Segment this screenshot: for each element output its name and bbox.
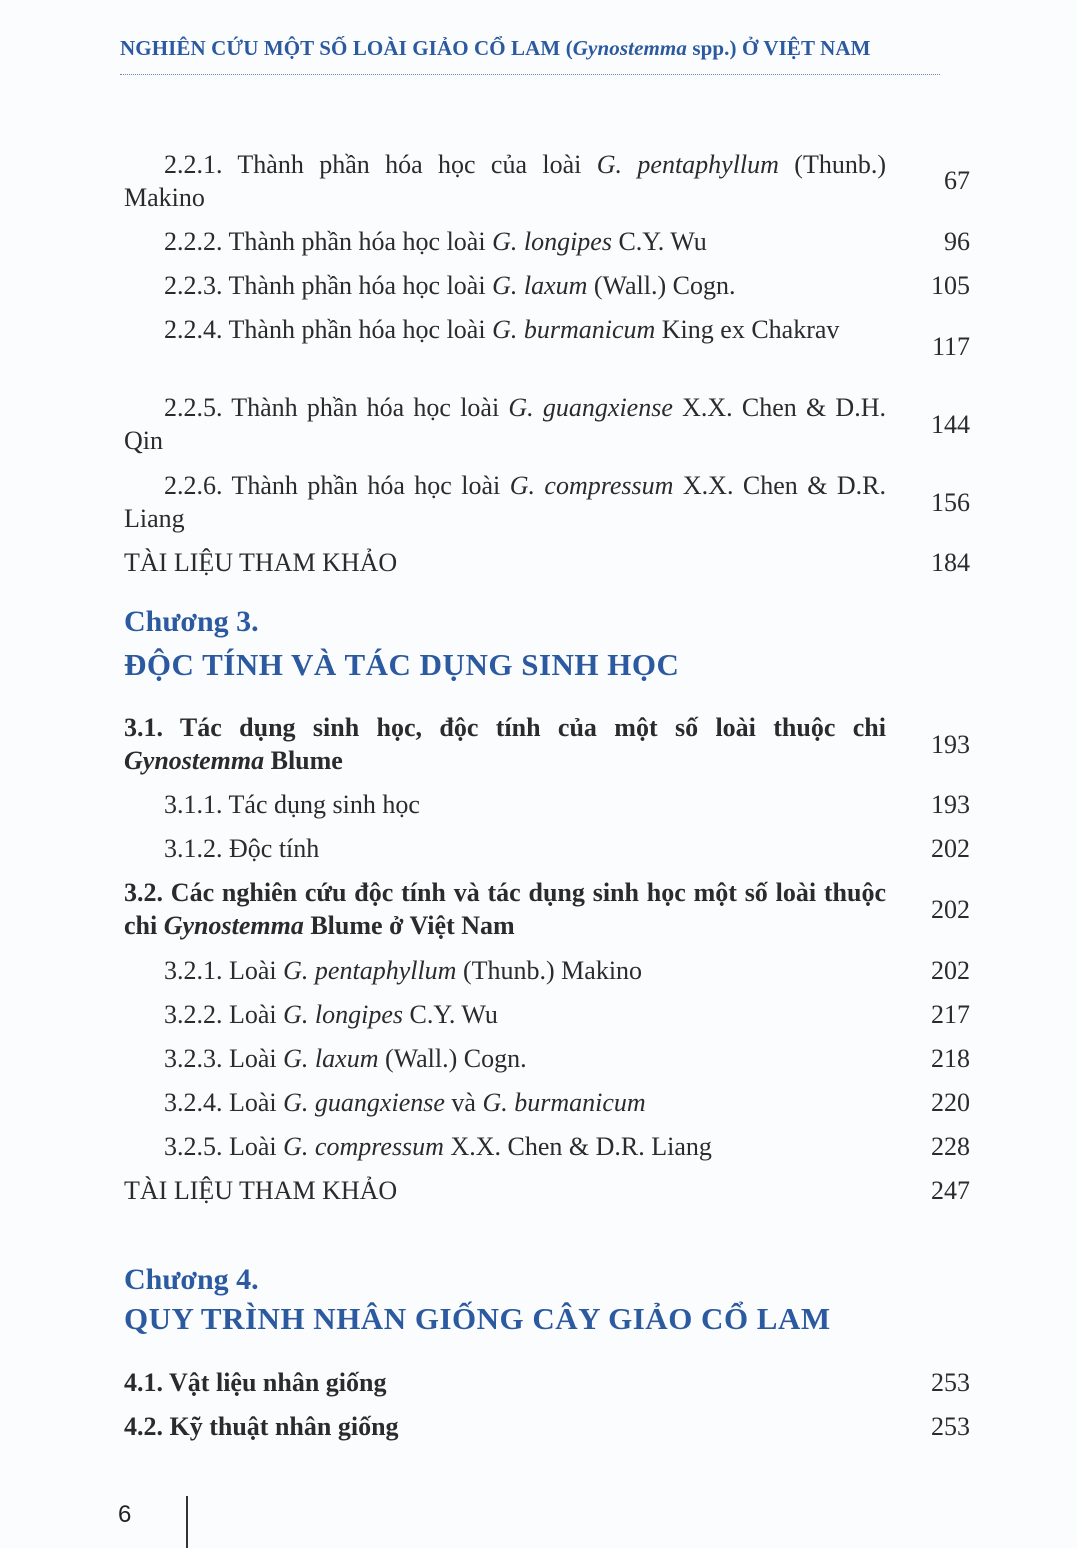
entry-text: X.X. Chen & D.R. Liang (443, 1132, 712, 1161)
toc-entry-2-2-2[interactable] (124, 225, 886, 258)
entry-text: X.X. Chen & D.H. Qin (124, 393, 886, 455)
toc-entry-3-1-1[interactable]: 3.1.1. Tác dụng sinh học (164, 790, 420, 819)
toc-entry-3-2-4[interactable] (124, 1086, 886, 1119)
genus-name: Gynostemma (124, 746, 265, 775)
page-ref-2-2-6: 156 (931, 488, 970, 517)
toc-entry-2-2-6[interactable] (124, 469, 886, 535)
chapter-3-title[interactable]: ĐỘC TÍNH VÀ TÁC DỤNG SINH HỌC (124, 647, 680, 682)
chapter-4-title[interactable]: QUY TRÌNH NHÂN GIỐNG CÂY GIẢO CỔ LAM (124, 1301, 831, 1336)
entry-text: 2.2.3. Thành phần hóa học loài (164, 271, 493, 300)
entry-text: Blume (264, 746, 343, 775)
entry-text: 2.2.5. Thành phần hóa học loài (164, 393, 509, 422)
entry-text: King ex Chakrav (655, 315, 840, 344)
genus-name: Gynostemma (163, 911, 304, 940)
page-ref-2-2-4: 117 (931, 332, 970, 361)
entry-text: C.Y. Wu (611, 227, 707, 256)
toc-entry-references-ch3[interactable]: TÀI LIỆU THAM KHẢO (124, 1176, 398, 1205)
entry-text: và (444, 1088, 483, 1117)
page-ref-references-ch3: 247 (931, 1176, 970, 1205)
toc-section-4-1[interactable]: 4.1. Vật liệu nhân giống (124, 1368, 387, 1397)
page-ref-2-2-1: 67 (944, 166, 970, 195)
entry-text: 2.2.4. Thành phần hóa học loài (164, 315, 493, 344)
page-ref-2-2-5: 144 (931, 410, 970, 439)
page-ref-3-2-1: 202 (931, 956, 970, 985)
toc-entry-3-2-2[interactable] (124, 998, 886, 1031)
page-ref-references-ch2: 184 (931, 548, 970, 577)
footer-divider (186, 1496, 188, 1548)
header-divider (120, 74, 940, 75)
entry-text: (Wall.) Cogn. (587, 271, 736, 300)
species-name: G. laxum (492, 271, 588, 300)
species-name: G. guangxiense (283, 1088, 445, 1117)
entry-text: C.Y. Wu (403, 1000, 498, 1029)
species-name: G. compressum (283, 1132, 444, 1161)
entry-text: 3.2.1. Loài (164, 956, 284, 985)
species-name: G. longipes (492, 227, 612, 256)
page-ref-2-2-3: 105 (931, 271, 970, 300)
toc-section-3-2[interactable] (124, 876, 886, 942)
chapter-4-label: Chương 4. (124, 1263, 259, 1296)
entry-text: 2.2.2. Thành phần hóa học loài (164, 227, 493, 256)
toc-section-3-1[interactable] (124, 711, 886, 777)
species-name: G. burmanicum (492, 315, 656, 344)
species-name: G. pentaphyllum (283, 956, 457, 985)
toc-entry-2-2-4[interactable] (124, 313, 886, 346)
species-name: G. compressum (509, 471, 674, 500)
chapter-3-label: Chương 3. (124, 605, 259, 638)
page-number: 6 (118, 1501, 132, 1528)
species-name: G. longipes (283, 1000, 404, 1029)
species-name: G. guangxiense (508, 393, 673, 422)
header-title-genus: Gynostemma (572, 36, 687, 60)
entry-text: 3.2.5. Loài (164, 1132, 284, 1161)
running-header (120, 36, 940, 61)
toc-entry-2-2-1[interactable] (124, 148, 886, 214)
toc-entry-references-ch2[interactable]: TÀI LIỆU THAM KHẢO (124, 548, 398, 577)
toc-section-4-2[interactable]: 4.2. Kỹ thuật nhân giống (124, 1412, 399, 1441)
page-ref-4-1: 253 (931, 1368, 970, 1397)
entry-text: X.X. Chen & D.R. Liang (124, 471, 886, 533)
entry-text: 3.1. Tác dụng sinh học, độc tính của một số loài thuộc chi (124, 713, 886, 742)
header-title-post: spp.) Ở VIỆT NAM (686, 36, 871, 60)
page-ref-3-2-3: 218 (931, 1044, 970, 1073)
page-ref-3-1-2: 202 (931, 834, 970, 863)
toc-entry-3-1-2[interactable]: 3.1.2. Độc tính (164, 834, 320, 863)
species-name: G. laxum (283, 1044, 379, 1073)
toc-entry-3-2-1[interactable] (124, 954, 886, 987)
entry-text: (Thunb.) Makino (456, 956, 643, 985)
page-ref-3-1: 193 (931, 730, 970, 759)
toc-entry-3-2-5[interactable] (124, 1130, 886, 1163)
entry-text: (Wall.) Cogn. (378, 1044, 527, 1073)
page-ref-3-2-5: 228 (931, 1132, 970, 1161)
entry-text: (Thunb.) Makino (124, 150, 887, 212)
entry-text: 2.2.6. Thành phần hóa học loài (164, 471, 510, 500)
page-ref-2-2-2: 96 (944, 227, 970, 256)
entry-text: 3.2.4. Loài (164, 1088, 284, 1117)
page-ref-3-2-2: 217 (931, 1000, 970, 1029)
toc-entry-2-2-5[interactable] (124, 391, 886, 457)
species-name: G. burmanicum (482, 1088, 646, 1117)
page-ref-3-2-4: 220 (931, 1088, 970, 1117)
entry-text: 2.2.1. Thành phần hóa học của loài (164, 150, 597, 179)
page-ref-3-2: 202 (931, 895, 970, 924)
page-ref-4-2: 253 (931, 1412, 970, 1441)
species-name: G. pentaphyllum (596, 150, 779, 179)
entry-text: 3.2. Các nghiên cứu độc tính và tác dụng sinh học một số loài thuộc chi (124, 878, 886, 940)
entry-text: 3.2.2. Loài (164, 1000, 284, 1029)
toc-entry-3-2-3[interactable] (124, 1042, 886, 1075)
page-ref-3-1-1: 193 (931, 790, 970, 819)
toc-entry-2-2-3[interactable] (124, 269, 886, 302)
entry-text: 3.2.3. Loài (164, 1044, 284, 1073)
entry-text: Blume ở Việt Nam (303, 911, 515, 940)
header-title-pre: NGHIÊN CỨU MỘT SỐ LOÀI GIẢO CỔ LAM ( (120, 36, 573, 60)
